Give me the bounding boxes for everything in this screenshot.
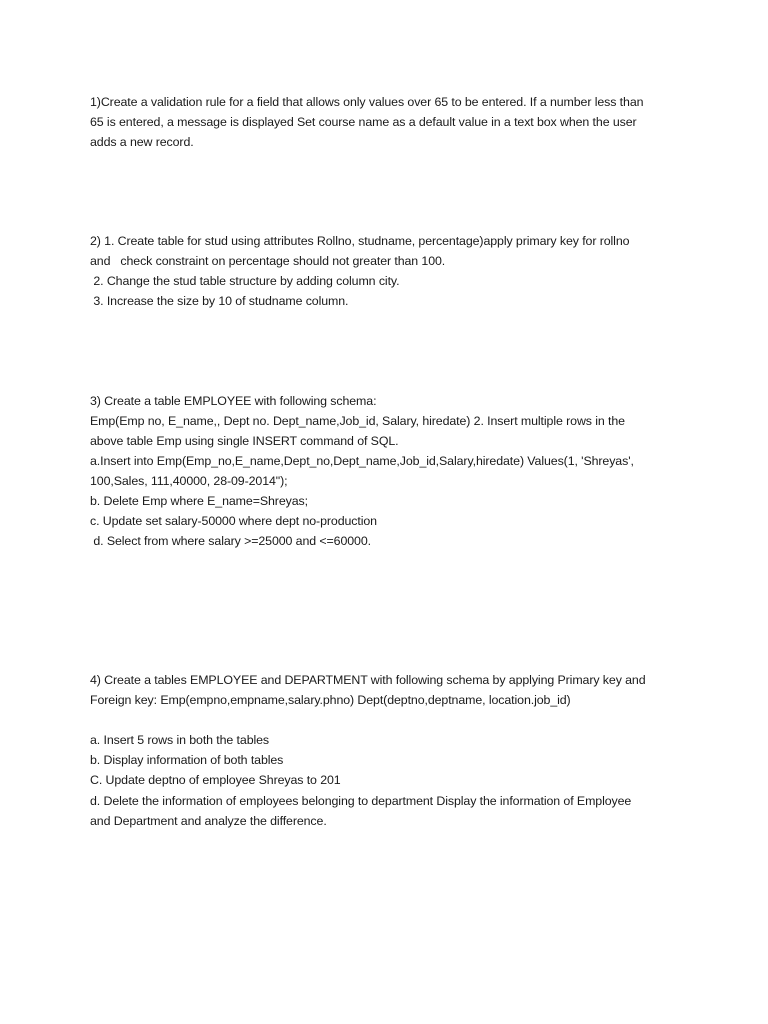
question-2-line-4: 3. Increase the size by 10 of studname column. [90, 294, 349, 308]
question-3-line-7: c. Update set salary-50000 where dept no-production [90, 514, 377, 528]
question-2-line-3: 2. Change the stud table structure by adding column city. [90, 274, 400, 288]
question-3-line-3: above table Emp using single INSERT command of SQL. [90, 434, 399, 448]
question-1-line-3: adds a new record. [90, 135, 194, 149]
question-4-line-6: d. Delete the information of employees belonging to department Display the information of Employee [90, 794, 632, 808]
question-4-line-4: b. Display information of both tables [90, 753, 284, 767]
question-1-line-2: 65 is entered, a message is displayed Set course name as a default value in a text box when the user [90, 115, 637, 129]
question-3-line-4: a.Insert into Emp(Emp_no,E_name,Dept_no,Dept_name,Job_id,Salary,hiredate) Values(1, 'Shreyas', [90, 454, 634, 468]
question-2-line-1: 2) 1. Create table for stud using attributes Rollno, studname, percentage)apply primary key for rollno [90, 234, 630, 248]
question-3-line-2: Emp(Emp no, E_name,, Dept no. Dept_name,Job_id, Salary, hiredate) 2. Insert multiple rows in the [90, 414, 625, 428]
question-4-line-1: 4) Create a tables EMPLOYEE and DEPARTMENT with following schema by applying Primary key and [90, 673, 646, 687]
question-4-line-2: Foreign key: Emp(empno,empname,salary.phno) Dept(deptno,deptname, location.job_id) [90, 693, 571, 707]
question-3-line-6: b. Delete Emp where E_name=Shreyas; [90, 494, 308, 508]
question-2-line-2: and check constraint on percentage should not greater than 100. [90, 254, 446, 268]
question-3-line-8: d. Select from where salary >=25000 and <=60000. [90, 534, 371, 548]
question-3-line-5: 100,Sales, 111,40000, 28-09-2014"); [90, 474, 288, 488]
question-4-line-3: a. Insert 5 rows in both the tables [90, 733, 270, 747]
question-4-line-7: and Department and analyze the difference. [90, 814, 327, 828]
question-3-line-1: 3) Create a table EMPLOYEE with following schema: [90, 394, 377, 408]
question-4-line-5: C. Update deptno of employee Shreyas to 201 [90, 773, 341, 787]
question-1-line-1: 1)Create a validation rule for a field that allows only values over 65 to be entered. If a number less than [90, 95, 644, 109]
